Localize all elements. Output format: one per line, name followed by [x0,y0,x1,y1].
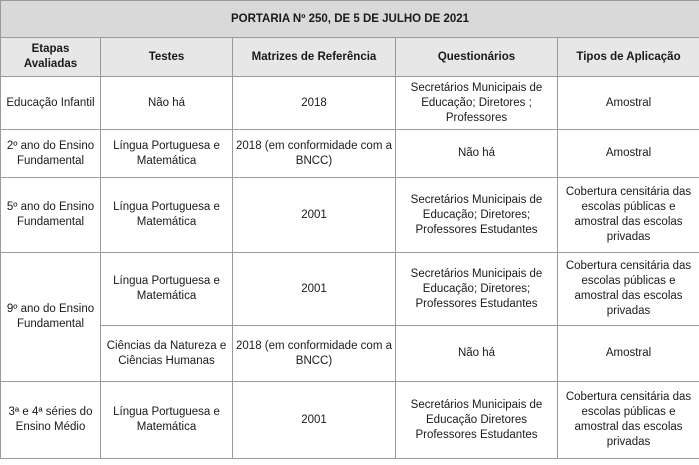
cell-tipos: Amostral [558,326,699,382]
cell-tipos: Amostral [558,130,699,178]
cell-etapa: 3ª e 4ª séries do Ensino Médio [1,382,101,459]
cell-questionarios: Secretários Municipais de Educação Diretores Professores Estudantes [396,382,558,459]
cell-questionarios: Secretários Municipais de Educação; Diretores; Professores Estudantes [396,253,558,326]
table-title: PORTARIA Nº 250, DE 5 DE JULHO DE 2021 [1,1,699,38]
cell-tipos: Cobertura censitária das escolas públicas e amostral das escolas privadas [558,178,699,253]
cell-testes: Língua Portuguesa e Matemática [101,382,233,459]
cell-etapa: 9º ano do Ensino Fundamental [1,253,101,382]
cell-etapa: 5º ano do Ensino Fundamental [1,178,101,253]
cell-matrizes: 2001 [233,253,396,326]
cell-testes: Língua Portuguesa e Matemática [101,130,233,178]
header-questionarios: Questionários [396,38,558,77]
cell-testes: Ciências da Natureza e Ciências Humanas [101,326,233,382]
header-tipos: Tipos de Aplicação [558,38,699,77]
header-testes: Testes [101,38,233,77]
cell-questionarios: Não há [396,130,558,178]
cell-testes: Língua Portuguesa e Matemática [101,253,233,326]
cell-testes: Não há [101,77,233,130]
cell-matrizes: 2018 (em conformidade com a BNCC) [233,326,396,382]
cell-matrizes: 2018 (em conformidade com a BNCC) [233,130,396,178]
cell-matrizes: 2018 [233,77,396,130]
cell-questionarios: Secretários Municipais de Educação; Diretores ; Professores [396,77,558,130]
header-matrizes: Matrizes de Referência [233,38,396,77]
cell-questionarios: Não há [396,326,558,382]
cell-questionarios: Secretários Municipais de Educação; Diretores; Professores Estudantes [396,178,558,253]
header-etapas: Etapas Avaliadas [1,38,101,77]
table-row [1,253,699,326]
cell-matrizes: 2001 [233,382,396,459]
cell-matrizes: 2001 [233,178,396,253]
table-row [1,382,699,459]
table-row [1,178,699,253]
cell-tipos: Cobertura censitária das escolas públicas e amostral das escolas privadas [558,253,699,326]
table-row [1,326,699,382]
cell-testes: Língua Portuguesa e Matemática [101,178,233,253]
cell-etapa: Educação Infantil [1,77,101,130]
table-row [1,130,699,178]
cell-etapa: 2º ano do Ensino Fundamental [1,130,101,178]
cell-tipos: Amostral [558,77,699,130]
table-row [1,77,699,130]
cell-tipos: Cobertura censitária das escolas públicas e amostral das escolas privadas [558,382,699,459]
